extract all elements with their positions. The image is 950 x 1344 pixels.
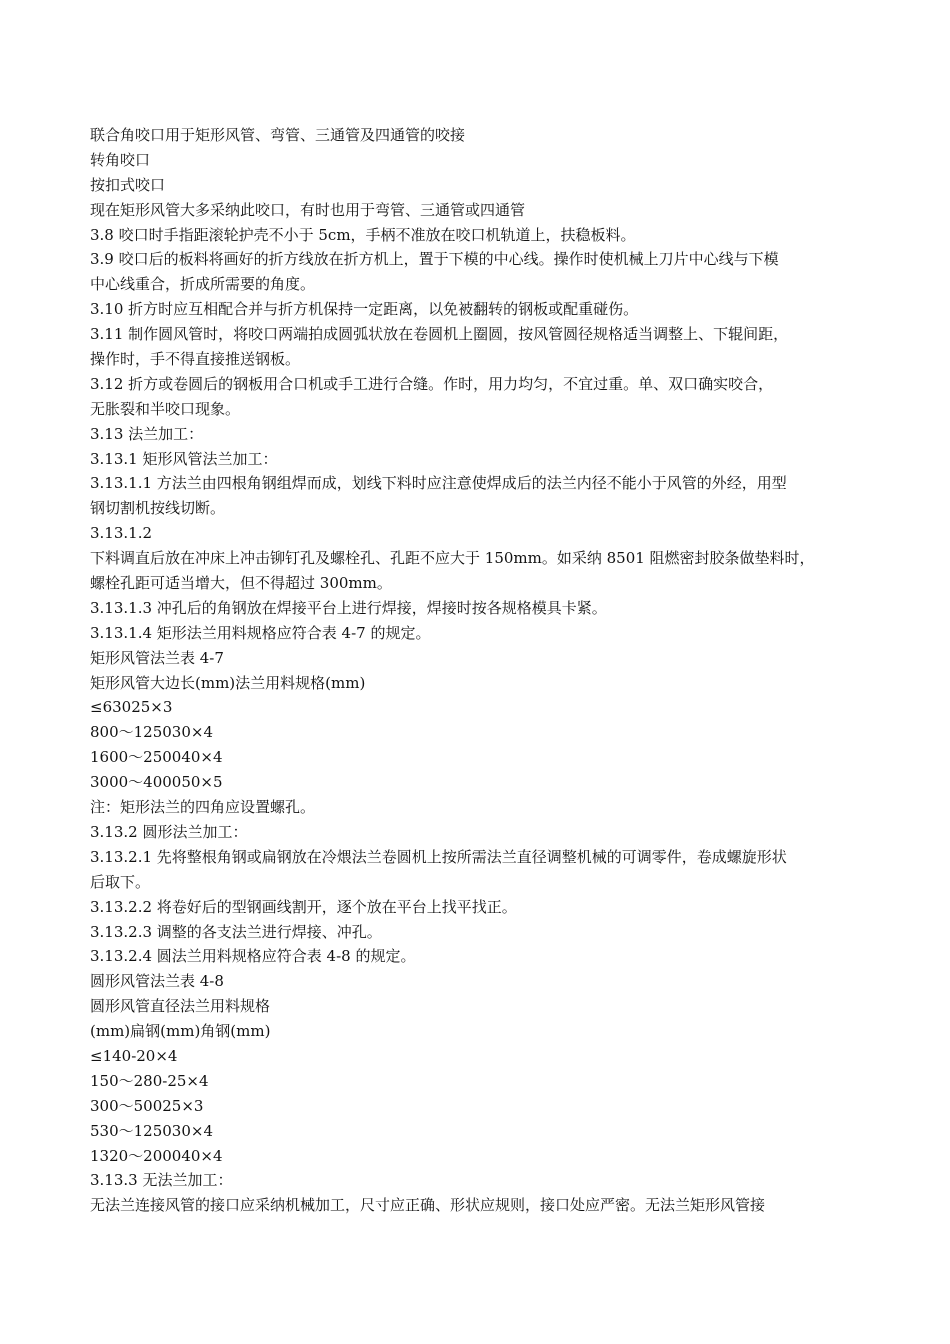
table-row: 530～125030×4 — [90, 1121, 214, 1140]
text-line: 中心线重合，折成所需要的角度。 — [90, 275, 316, 294]
text-line: 钢切割机按线切断。 — [90, 499, 226, 518]
text-line: 按扣式咬口 — [90, 175, 166, 194]
text-line: 无胀裂和半咬口现象。 — [90, 399, 241, 418]
text-line: 转角咬口 — [90, 150, 151, 169]
table-row: 1320～200040×4 — [90, 1146, 223, 1165]
text-line: 3.13.1.4 矩形法兰用料规格应符合表 4-7 的规定。 — [90, 623, 431, 642]
table-title: 圆形风管法兰表 4-8 — [90, 972, 224, 991]
table-header: (mm)扁钢(mm)角钢(mm) — [90, 1022, 271, 1041]
text-line: 3.13.2.1 先将整根角钢或扁钢放在冷煨法兰卷圆机上按所需法兰直径调整机械的可调零件，卷成螺旋形状 — [90, 847, 787, 866]
text-line: 无法兰连接风管的接口应采纳机械加工，尺寸应正确、形状应规则，接口处应严密。无法兰矩形风管接 — [90, 1196, 766, 1215]
table-row: 800～125030×4 — [90, 723, 214, 742]
text-line: 3.8 咬口时手指距滚轮护壳不小于 5cm，手柄不准放在咬口机轨道上，扶稳板料。 — [90, 225, 636, 244]
table-row: 300～50025×3 — [90, 1096, 204, 1115]
text-line: 现在矩形风管大多采纳此咬口，有时也用于弯管、三通管或四通管 — [90, 200, 526, 219]
text-line: 3.13.1.3 冲孔后的角钢放在焊接平台上进行焊接，焊接时按各规格模具卡紧。 — [90, 598, 607, 617]
text-line: 3.13.2.4 圆法兰用料规格应符合表 4-8 的规定。 — [90, 947, 416, 966]
text-line: 3.13.2.2 将卷好后的型钢画线割开，逐个放在平台上找平找正。 — [90, 897, 517, 916]
table-note: 注：矩形法兰的四角应设置螺孔。 — [90, 798, 316, 817]
table-header: 矩形风管大边长(mm)法兰用料规格(mm) — [90, 673, 366, 692]
section-heading: 3.13.1 矩形风管法兰加工： — [90, 449, 278, 468]
section-heading: 3.13.2 圆形法兰加工： — [90, 822, 248, 841]
text-line: 3.12 折方或卷圆后的钢板用合口机或手工进行合缝。作时，用力均匀，不宜过重。单、双口确实咬合， — [90, 374, 774, 393]
text-line: 螺栓孔距可适当增大，但不得超过 300mm。 — [90, 574, 392, 593]
section-heading: 3.13 法兰加工： — [90, 424, 204, 443]
text-line: 后取下。 — [90, 872, 151, 891]
text-line: 3.13.1.1 方法兰由四根角钢组焊而成，划线下料时应注意使焊成后的法兰内径不能小于风管的外经，用型 — [90, 474, 787, 493]
text-line: 操作时，手不得直接推送钢板。 — [90, 350, 301, 369]
section-heading: 3.13.3 无法兰加工： — [90, 1171, 233, 1190]
table-row: 3000～400050×5 — [90, 773, 223, 792]
text-line: 3.13.2.3 调整的各支法兰进行焊接、冲孔。 — [90, 922, 382, 941]
text-line: 3.13.1.2 — [90, 524, 153, 543]
table-row: ≤63025×3 — [90, 698, 173, 717]
table-row: 150～280-25×4 — [90, 1071, 209, 1090]
text-line: 3.11 制作圆风管时，将咬口两端拍成圆弧状放在卷圆机上圈圆，按风管圆径规格适当调整上、下辊间距， — [90, 325, 789, 344]
text-line: 3.9 咬口后的板料将画好的折方线放在折方机上，置于下模的中心线。操作时使机械上刀片中心线与下模 — [90, 250, 779, 269]
table-row: ≤140-20×4 — [90, 1046, 178, 1065]
table-row: 1600～250040×4 — [90, 748, 223, 767]
text-line: 3.10 折方时应互相配合并与折方机保持一定距离，以免被翻转的钢板或配重碰伤。 — [90, 300, 639, 319]
document-page — [90, 123, 870, 1218]
text-line: 下料调直后放在冲床上冲击铆钉孔及螺栓孔、孔距不应大于 150mm。如采纳 8501 阻燃密封胶条做垫料时， — [90, 549, 815, 568]
table-title: 矩形风管法兰表 4-7 — [90, 648, 224, 667]
text-line: 联合角咬口用于矩形风管、弯管、三通管及四通管的咬接 — [90, 126, 466, 144]
table-header: 圆形风管直径法兰用料规格 — [90, 997, 271, 1016]
